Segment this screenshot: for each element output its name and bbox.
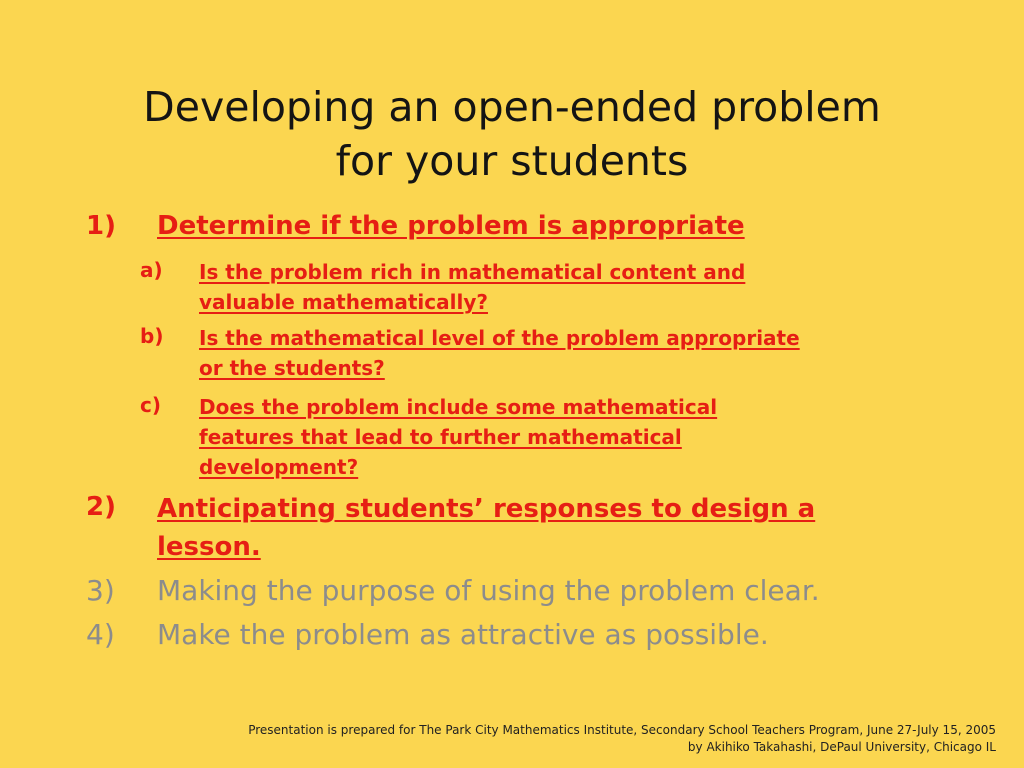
item-line: lesson. (157, 532, 261, 562)
subitem-line: valuable mathematically? (199, 290, 488, 314)
title-line-1: Developing an open-ended problem (143, 83, 881, 131)
slide-footer (248, 722, 996, 756)
item-text (157, 490, 815, 566)
item-number: 4) (86, 618, 115, 651)
subitem-letter: a) (140, 258, 163, 282)
subitem-line: or the students? (199, 356, 385, 380)
subitem-a (199, 257, 745, 317)
slide-title (60, 80, 964, 188)
subitem-letter: b) (140, 324, 164, 348)
item-text: Make the problem as attractive as possible. (157, 618, 769, 651)
title-line-2: for your students (335, 137, 689, 185)
footer-line-2: by Akihiko Takahashi, DePaul University, Chicago IL (687, 740, 996, 754)
item-line: Anticipating students’ responses to design a (157, 494, 816, 524)
subitem-c (199, 392, 717, 482)
subitem-line: development? (199, 455, 359, 479)
item-number: 3) (86, 574, 115, 607)
subitem-b (199, 323, 800, 383)
subitem-line: features that lead to further mathematical (199, 425, 682, 449)
subitem-line: Does the problem include some mathematical (199, 395, 718, 419)
item-number: 1) (86, 211, 116, 241)
subitem-line: Is the problem rich in mathematical content and (199, 260, 746, 284)
footer-line-1: Presentation is prepared for The Park City Mathematics Institute, Secondary School Teachers Program, June 27-July 15, 2005 (248, 723, 996, 737)
item-text: Making the purpose of using the problem clear. (157, 574, 820, 607)
item-text: Determine if the problem is appropriate (157, 211, 745, 241)
subitem-letter: c) (140, 393, 161, 417)
item-number: 2) (86, 492, 116, 522)
subitem-line: Is the mathematical level of the problem appropriate (199, 326, 800, 350)
